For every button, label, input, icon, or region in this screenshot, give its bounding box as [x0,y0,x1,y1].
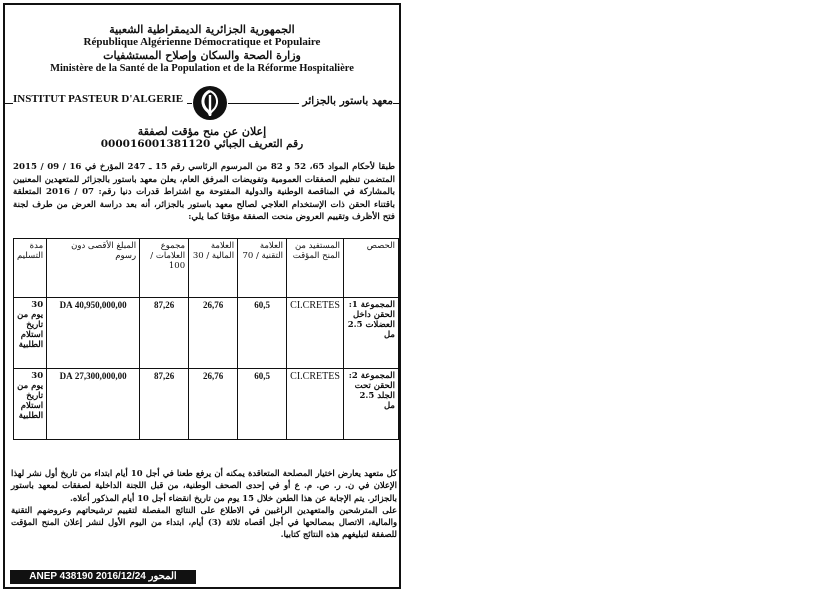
table-row [14,369,399,440]
intro-paragraph: طبقا لأحكام المواد 65، 52 و 82 من المرسوم الرئاسي رقم 15 ـ 247 المؤرخ في 16 / 09 / 2015 المتضمن تنظيم الصفقات العمومية وتفويضات المرفق العام، يعلن معهد باستور بالجزائر للمتعهدين المعنيين بالمشاركة في المناقصة الوطنية والدولية المفتوحة مع اشتراط قدرات دنيا رقم: 07 / 2016 المتعلقة باقتناء الحقن ذات الإستخدام العلاجي لصالح معهد باستور بالجزائر، أنه بعد دراسة العرض من طرف لجنة فتح الأظرف وتقييم العروض منحت الصفقة مؤقتا كما يلي: [13,162,396,223]
institute-fr-name: INSTITUT PASTEUR D'ALGERIE [13,93,187,105]
cell-total: 87,26 [140,369,189,440]
appeal-paragraph: كل متعهد يعارض اختيار المصلحة المتعاقدة يمكنه أن يرفع طعنا في أجل 10 أيام ابتداء من تاريخ أول نشر لهذا الإعلان في ن. ر. ص. م. ع أو في إحدى الصحف الوطنية، من قبل اللجنة الداخلية لصفقات لمعهد باستور بالجزائر. يتم الإجابة عن هذا الطعن خلال 15 يوم من تاريخ انقضاء أجل 10 أيام المذكور أعلاه. [11,468,397,503]
col-fin-score: العلامة المالية / 30 [189,239,238,298]
results-paragraph: على المترشحين والمتعهدين الراغبين في الاطلاع على النتائج المفصلة لتقييم ترشيحاتهم وعروضهم التقنية والمالية، الاتصال بمصالحها في أجل أقصاه ثلاثة (3) أيام، ابتداء من اليوم الأول لنشر إعلان المنح المؤقت للصفقة لتبليغهم هذه النتائج كتابيا. [11,504,397,540]
header-fr-ministry: Ministère de la Santé de la Population et de la Réforme Hospitalière [50,63,354,74]
col-beneficiary: المستفيد من المنح المؤقت [287,239,344,298]
col-tech-score: العلامة التقنية / 70 [238,239,287,298]
announcement-frame [3,3,401,589]
col-delivery: مدة التسليم [14,239,47,298]
award-table [13,238,399,440]
header-fr-republic: République Algérienne Démocratique et Populaire [83,36,321,48]
cell-total: 87,26 [140,298,189,369]
cell-beneficiary: CI.CRETES [287,298,344,369]
institut-pasteur-logo [192,85,228,121]
header-ar-republic: الجمهورية الجزائرية الديمقراطية الشعبية [109,23,295,36]
header-ar-ministry: وزارة الصحة والسكان وإصلاح المستشفيات [103,49,301,62]
col-amount: المبلغ الأقصى دون رسوم [47,239,140,298]
col-lot: الحصص [344,239,399,298]
notice-title: إعلان عن منح مؤقت لصفقة [137,125,267,138]
footer-text [11,467,397,541]
fiscal-id: رقم التعريف الجبائي 000016001381120 [100,138,304,150]
col-total-score: مجموع العلامات / 100 [140,239,189,298]
table-row [14,298,399,369]
cell-amount: 40,950,000,00 DA [47,298,140,369]
cell-beneficiary: CI.CRETES [287,369,344,440]
cell-fin: 26,76 [189,298,238,369]
cell-delivery: 30 يوم من تاريخ استلام الطلبية [14,298,47,369]
cell-lot: المجموعة 2: الحقن تحت الجلد 2.5 مل [344,369,399,440]
cell-delivery: 30 يوم من تاريخ استلام الطلبية [14,369,47,440]
cell-fin: 26,76 [189,369,238,440]
cell-tech: 60,5 [238,369,287,440]
table-header-row [14,239,399,298]
cell-amount: 27,300,000,00 DA [47,369,140,440]
anep-reference: ANEP 438190 المحور 2016/12/24 [10,570,196,584]
institute-ar-name: معهد باستور بالجزائر [299,95,393,107]
cell-lot: المجموعة 1: الحقن داخل العضلات 2.5 مل [344,298,399,369]
cell-tech: 60,5 [238,298,287,369]
